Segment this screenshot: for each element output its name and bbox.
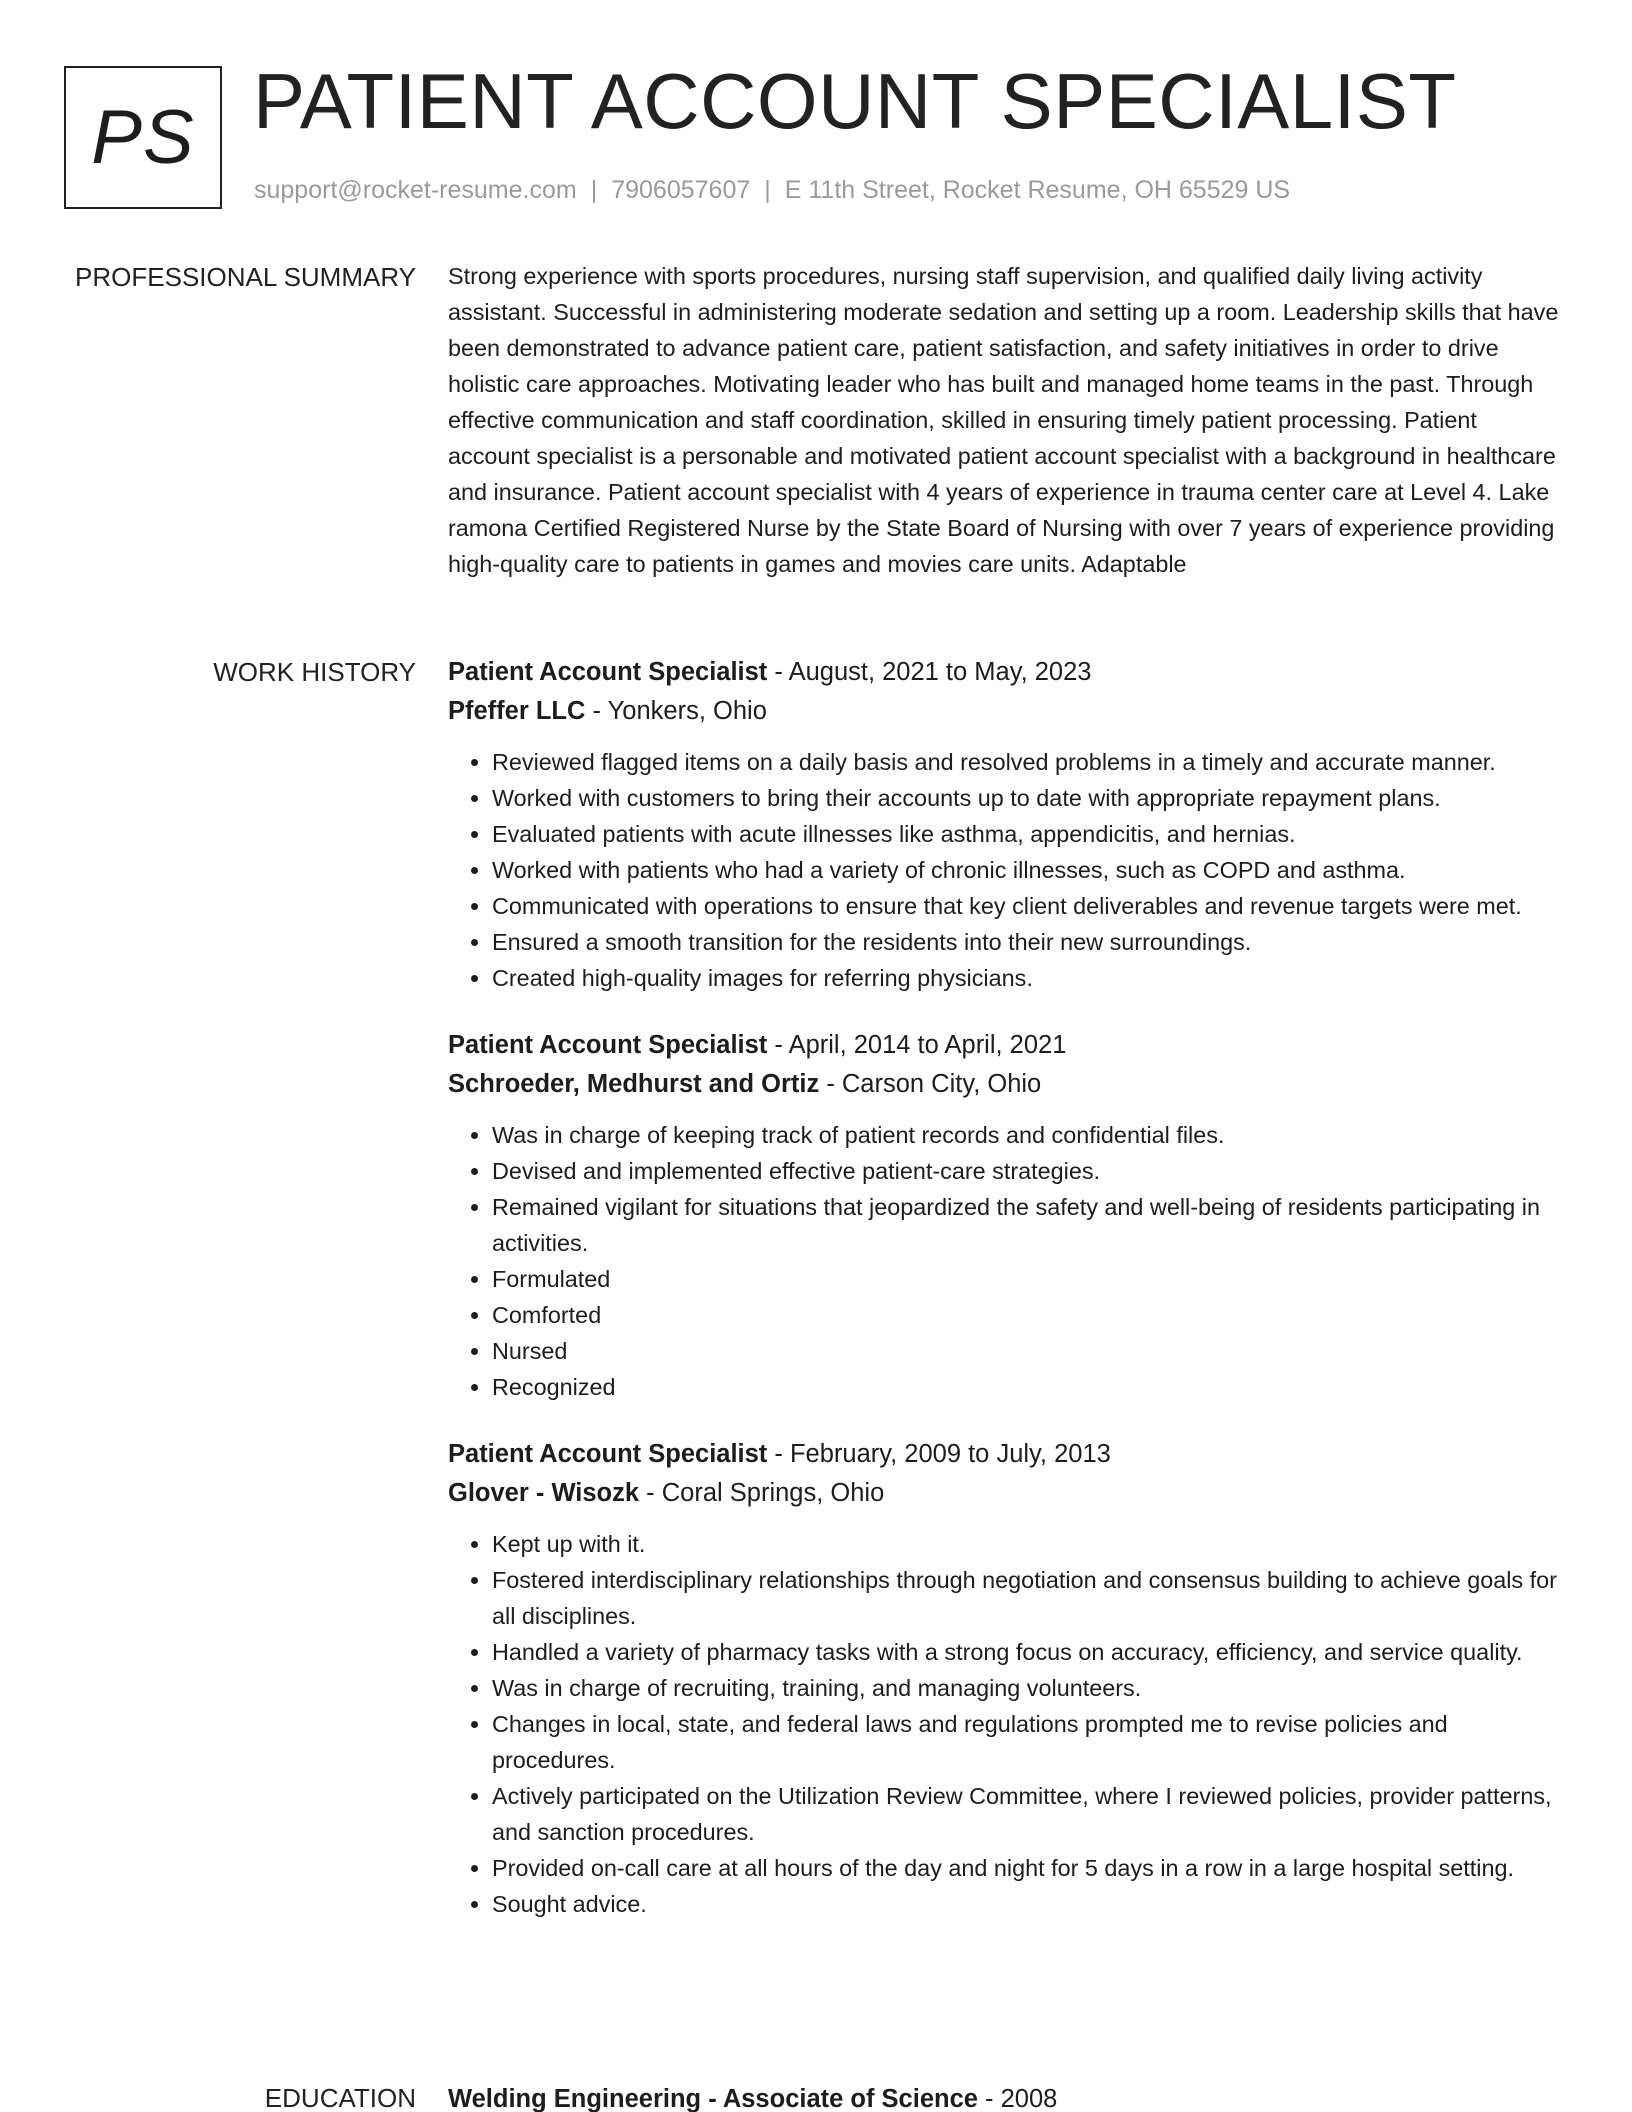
- job-company-line: [448, 1065, 1560, 1104]
- work-history-body: [448, 653, 1560, 1952]
- job-location: - Yonkers, Ohio: [585, 697, 767, 725]
- job-bullet: • Communicated with operations to ensure that key client deliverables and revenue targets were met.: [492, 888, 1560, 924]
- job-dates: - April, 2014 to April, 2021: [767, 1031, 1067, 1059]
- job-bullets: [448, 1117, 1560, 1405]
- job-title: Patient Account Specialist: [448, 658, 768, 686]
- job-company-line: [448, 692, 1560, 731]
- job-title: Patient Account Specialist: [448, 1031, 768, 1059]
- job-bullet: • Changes in local, state, and federal laws and regulations prompted me to revise policies and procedures.: [492, 1706, 1560, 1778]
- job-entry: [448, 1026, 1560, 1405]
- education-entry: [448, 2080, 1560, 2112]
- job-bullet: • Was in charge of recruiting, training, and managing volunteers.: [492, 1670, 1560, 1706]
- job-title-line: [448, 653, 1560, 692]
- job-title-line: [448, 1435, 1560, 1474]
- job-bullet: • Comforted: [492, 1297, 1560, 1333]
- education-body: [448, 2080, 1560, 2112]
- job-location: - Carson City, Ohio: [819, 1070, 1042, 1098]
- job-bullet: • Fostered interdisciplinary relationships through negotiation and consensus building to achieve goals for all disciplines.: [492, 1562, 1560, 1634]
- job-bullet: • Evaluated patients with acute illnesses like asthma, appendicitis, and hernias.: [492, 816, 1560, 852]
- contact-separator: |: [764, 176, 771, 204]
- contact-separator: |: [590, 176, 598, 204]
- job-bullet: • Kept up with it.: [492, 1526, 1560, 1562]
- job-bullet: • Handled a variety of pharmacy tasks with a strong focus on accuracy, efficiency, and service quality.: [492, 1634, 1560, 1670]
- job-bullet: • Ensured a smooth transition for the residents into their new surroundings.: [492, 924, 1560, 960]
- contact-email[interactable]: support@rocket-resume.com: [254, 176, 577, 204]
- summary-body: [448, 258, 1560, 582]
- job-title: Patient Account Specialist: [448, 1440, 768, 1468]
- job-bullets: [448, 1526, 1560, 1922]
- job-bullet: • Reviewed flagged items on a daily basis and resolved problems in a timely and accurate manner.: [492, 744, 1560, 780]
- job-company: Schroeder, Medhurst and Ortiz: [448, 1070, 820, 1098]
- summary-text: Strong experience with sports procedures, nursing staff supervision, and qualified daily living activity assistant. Successful in administering moderate sedation and setting up a room. Leadership skills that have been demonstrated to advance patient care, patient satisfaction, and safety initiatives in order to drive holistic care approaches. Motivating leader who has built and managed home teams in the past. Through effective communication and staff coordination, skilled in ensuring timely patient processing. Patient account specialist is a personable and motivated patient account specialist with a background in healthcare and insurance. Patient account specialist with 4 years of experience in trauma center care at Level 4. Lake ramona Certified Registered Nurse by the State Board of Nursing with over 7 years of experience providing high-quality care to patients in games and movies care units. Adaptable: [448, 263, 1559, 577]
- job-bullet: • Nursed: [492, 1333, 1560, 1369]
- resume-title: PATIENT ACCOUNT SPECIALIST: [253, 57, 1457, 145]
- job-bullet: • Was in charge of keeping track of patient records and confidential files.: [492, 1117, 1560, 1153]
- education-heading: EDUCATION: [264, 2083, 416, 2112]
- job-bullet: • Created high-quality images for referring physicians.: [492, 960, 1560, 996]
- job-bullet: • Formulated: [492, 1261, 1560, 1297]
- summary-heading: PROFESSIONAL SUMMARY: [75, 262, 416, 292]
- job-bullet: • Worked with customers to bring their accounts up to date with appropriate repayment plans.: [492, 780, 1560, 816]
- job-bullet: • Actively participated on the Utilization Review Committee, where I reviewed policies, provider patterns, and sanction procedures.: [492, 1778, 1560, 1850]
- job-entry: [448, 1435, 1560, 1922]
- education-degree: Welding Engineering - Associate of Science: [448, 2085, 978, 2112]
- job-entry: [448, 653, 1560, 996]
- job-bullet: • Remained vigilant for situations that jeopardized the safety and well-being of residents participating in activities.: [492, 1189, 1560, 1261]
- monogram-initials: PS: [91, 95, 195, 180]
- job-dates: - February, 2009 to July, 2013: [767, 1440, 1111, 1468]
- job-bullet: • Provided on-call care at all hours of the day and night for 5 days in a row in a large hospital setting.: [492, 1850, 1560, 1886]
- job-bullet: • Recognized: [492, 1369, 1560, 1405]
- job-bullet: • Devised and implemented effective patient-care strategies.: [492, 1153, 1560, 1189]
- contact-line: [254, 176, 1290, 205]
- contact-phone[interactable]: 7906057607: [611, 176, 751, 204]
- job-bullets: [448, 744, 1560, 996]
- job-location: - Coral Springs, Ohio: [639, 1479, 885, 1507]
- job-title-line: [448, 1026, 1560, 1065]
- job-bullet: • Sought advice.: [492, 1886, 1560, 1922]
- monogram-logo: [64, 66, 222, 209]
- work-history-heading: WORK HISTORY: [213, 657, 416, 687]
- contact-address: E 11th Street, Rocket Resume, OH 65529 US: [784, 176, 1291, 204]
- job-bullet: • Worked with patients who had a variety of chronic illnesses, such as COPD and asthma.: [492, 852, 1560, 888]
- education-year: - 2008: [977, 2085, 1058, 2112]
- job-company: Glover - Wisozk: [448, 1479, 640, 1507]
- job-company-line: [448, 1474, 1560, 1513]
- job-dates: - August, 2021 to May, 2023: [767, 658, 1092, 686]
- job-company: Pfeffer LLC: [448, 697, 586, 725]
